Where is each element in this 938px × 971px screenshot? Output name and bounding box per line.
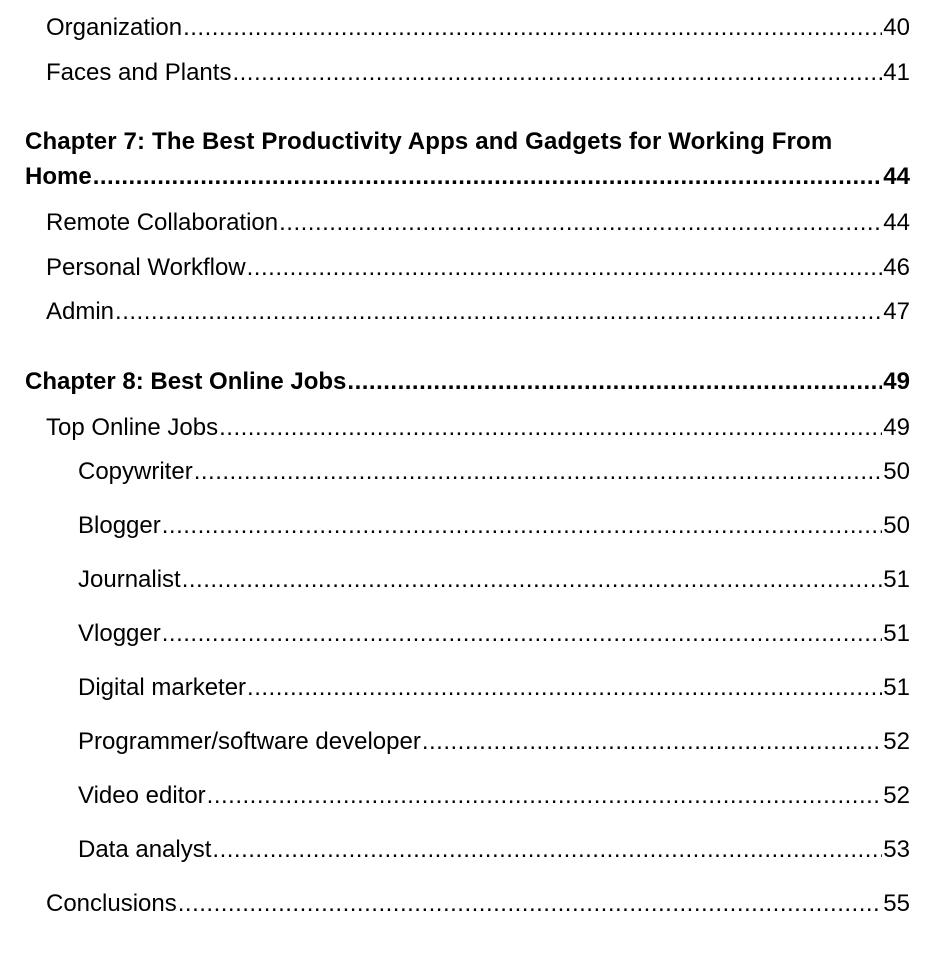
toc-entry-blogger[interactable] [0, 511, 910, 541]
toc-entry-chapter-8[interactable] [0, 367, 910, 397]
toc-entry-label: Home [25, 163, 92, 190]
toc-page-number: 44 [883, 209, 910, 236]
toc-entry-personal-workflow[interactable] [0, 253, 910, 283]
dot-leader [347, 367, 882, 397]
dot-leader [93, 162, 883, 192]
toc-page-number: 41 [883, 59, 910, 86]
toc-entry-label: Video editor [78, 782, 206, 809]
toc-page-number: 50 [883, 458, 910, 485]
toc-entry-data-analyst[interactable] [0, 835, 910, 865]
dot-leader [247, 673, 882, 703]
toc-page-number: 53 [883, 836, 910, 863]
dot-leader [219, 413, 882, 443]
dot-leader [279, 208, 882, 238]
toc-page-number: 46 [883, 254, 910, 281]
dot-leader [232, 58, 882, 88]
toc-entry-copywriter[interactable] [0, 457, 910, 487]
toc-entry-label: Admin [46, 298, 115, 325]
dot-leader [182, 565, 883, 595]
toc-entry-label: Organization [46, 14, 183, 41]
toc-page-number: 49 [883, 368, 910, 395]
toc-entry-organization[interactable] [0, 13, 910, 43]
toc-entry-label: Top Online Jobs [46, 414, 219, 441]
toc-page-number: 55 [883, 890, 910, 917]
dot-leader [247, 253, 883, 283]
dot-leader [422, 727, 882, 757]
dot-leader [115, 297, 882, 327]
toc-page-number: 44 [883, 163, 910, 190]
chapter-7-title-line-1[interactable]: Chapter 7: The Best Productivity Apps and Gadgets for Working From [25, 128, 833, 155]
dot-leader [162, 619, 883, 649]
toc-page-number: 49 [883, 414, 910, 441]
toc-page-number: 50 [883, 512, 910, 539]
toc-entry-label: Digital marketer [78, 674, 247, 701]
toc-entry-label: Journalist [78, 566, 181, 593]
dot-leader [212, 835, 882, 865]
toc-entry-label: Data analyst [78, 836, 212, 863]
toc-entry-label: Copywriter [78, 458, 193, 485]
toc-entry-conclusions[interactable] [0, 889, 910, 919]
toc-entry-video-editor[interactable] [0, 781, 910, 811]
toc-entry-label: Faces and Plants [46, 59, 232, 86]
toc-page-number: 40 [883, 14, 910, 41]
toc-page-number: 51 [883, 674, 910, 701]
toc-page-number: 52 [883, 782, 910, 809]
toc-entry-label: Programmer/software developer [78, 728, 421, 755]
toc-entry-label: Vlogger [78, 620, 161, 647]
toc-entry-label: Chapter 8: Best Online Jobs [25, 368, 347, 395]
toc-entry-vlogger[interactable] [0, 619, 910, 649]
toc-entry-faces-and-plants[interactable] [0, 58, 910, 88]
toc-page-number: 52 [883, 728, 910, 755]
toc-entry-label: Conclusions [46, 890, 177, 917]
toc-entry-top-online-jobs[interactable] [0, 413, 910, 443]
toc-entry-programmer[interactable] [0, 727, 910, 757]
dot-leader [207, 781, 883, 811]
dot-leader [178, 889, 883, 919]
toc-entry-remote-collaboration[interactable] [0, 208, 910, 238]
toc-entry-admin[interactable] [0, 297, 910, 327]
dot-leader [183, 13, 882, 43]
toc-page-number: 51 [883, 566, 910, 593]
toc-entry-chapter-7[interactable] [0, 162, 910, 192]
toc-page-number: 51 [883, 620, 910, 647]
toc-entry-label: Remote Collaboration [46, 209, 279, 236]
toc-entry-label: Blogger [78, 512, 161, 539]
dot-leader [194, 457, 883, 487]
dot-leader [162, 511, 883, 541]
toc-page-number: 47 [883, 298, 910, 325]
toc-entry-digital-marketer[interactable] [0, 673, 910, 703]
toc-entry-journalist[interactable] [0, 565, 910, 595]
toc-entry-label: Personal Workflow [46, 254, 246, 281]
